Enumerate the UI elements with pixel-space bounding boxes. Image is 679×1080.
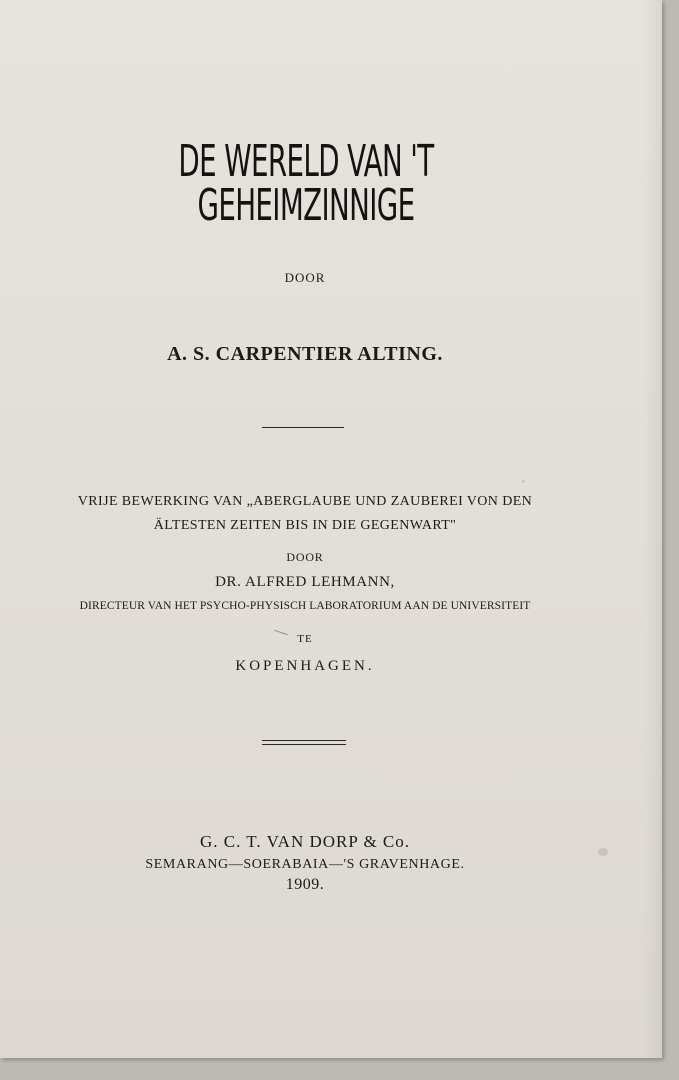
publication-year: 1909.: [285, 876, 325, 893]
foxing-spot: [522, 480, 525, 483]
publisher-cities: SEMARANG—SOERABAIA—'S GRAVENHAGE.: [145, 857, 465, 872]
author-name: A. S. CARPENTIER ALTING.: [167, 343, 443, 365]
adaptation-line-1: VRIJE BEWERKING VAN „ABERGLAUBE UND ZAUBEREI VON DEN: [77, 494, 533, 509]
adaptation-line-2: ÄLTESTEN ZEITEN BIS IN DIE GEGENWART": [153, 518, 457, 533]
publisher-name: G. C. T. VAN DORP & Co.: [199, 832, 411, 851]
original-author-name: DR. ALFRED LEHMANN,: [215, 574, 395, 590]
book-title: DE WERELD VAN 'T GEHEIMZINNIGE: [178, 136, 434, 231]
original-author-role: DIRECTEUR VAN HET PSYCHO-PHYSISCH LABORATORIUM AAN DE UNIVERSITEIT: [79, 600, 531, 612]
double-rule-divider: [262, 740, 346, 745]
single-rule-divider: [262, 427, 344, 428]
by-label-2: DOOR: [286, 550, 324, 564]
by-label: DOOR: [284, 270, 326, 285]
foxing-spot: [598, 848, 608, 856]
city-name: KOPENHAGEN.: [235, 658, 375, 674]
at-label: TE: [297, 633, 313, 645]
